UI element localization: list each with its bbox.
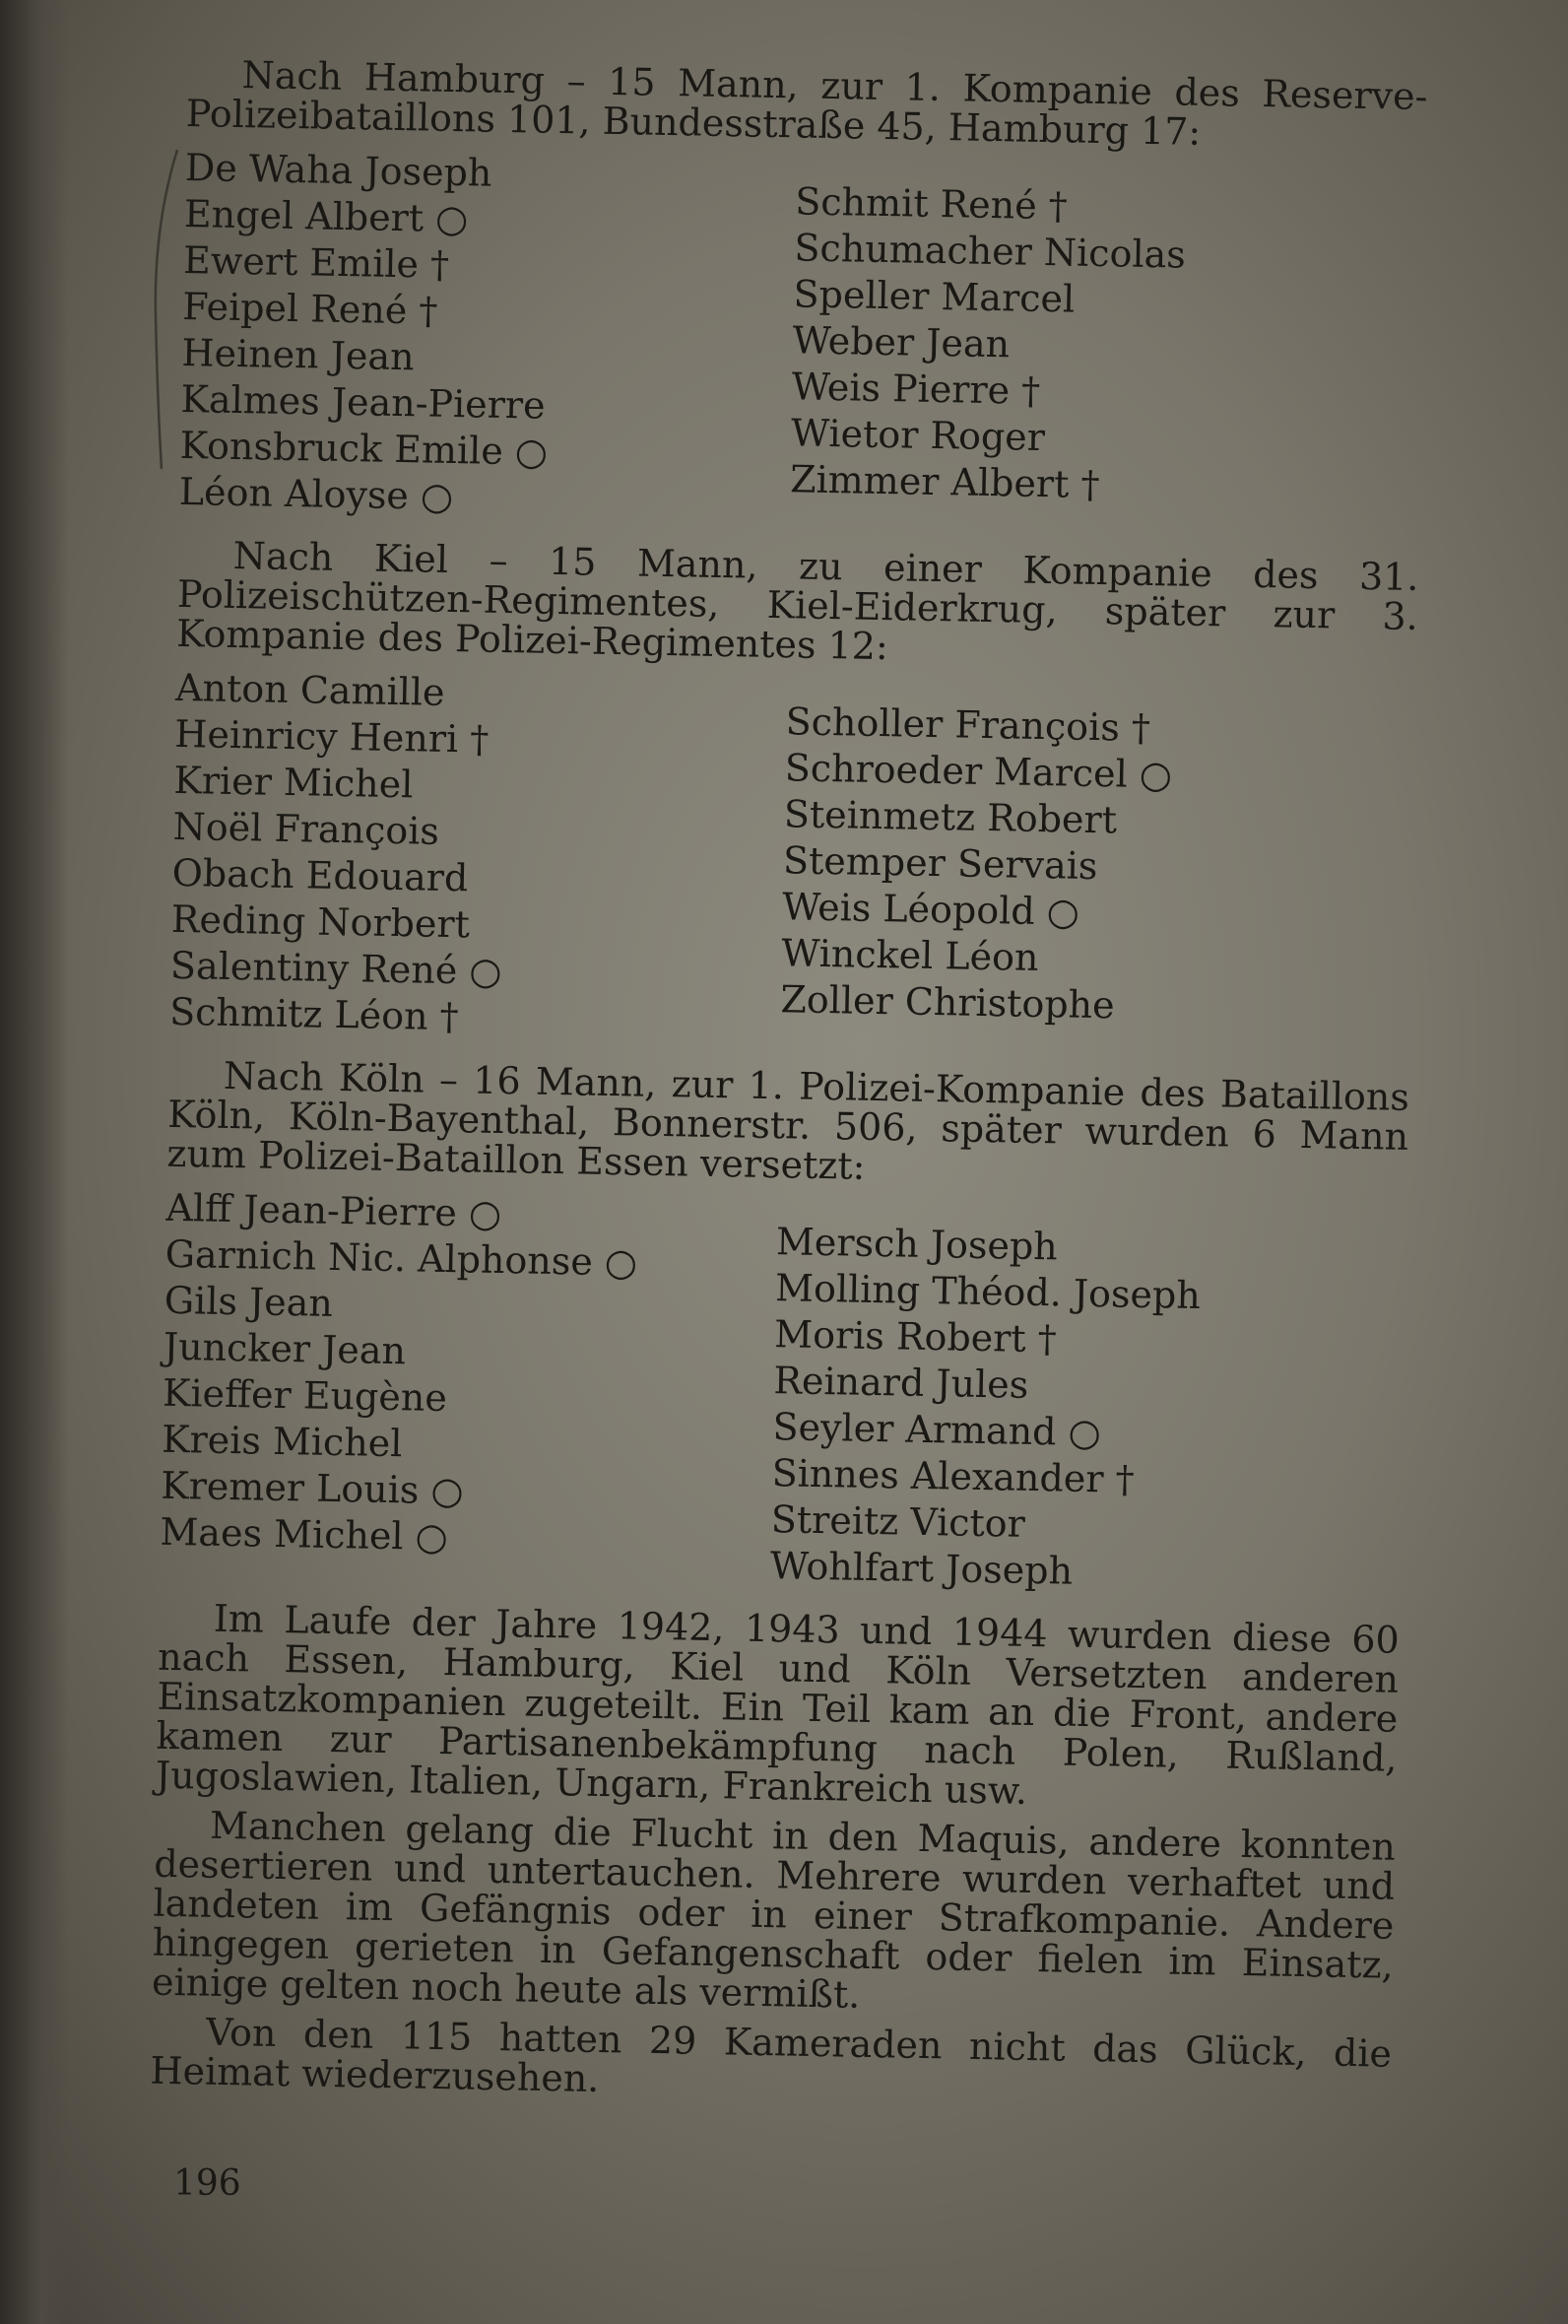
name-entry: Moris Robert † bbox=[773, 1312, 1058, 1361]
closing-paragraph-3: Von den 115 hatten 29 Kameraden nicht das Glück, die Heimat wiederzusehen. bbox=[150, 2010, 1393, 2101]
name-entry: Maes Michel ○ bbox=[160, 1509, 449, 1560]
name-entry: Kremer Louis ○ bbox=[160, 1463, 465, 1513]
koeln-intro: Nach Köln – 16 Mann, zur 1. Polizei-Kompanie des Bataillons Köln, Köln-Bayenthal, Bonnerstr. 506, später wurden 6 Mann zum Polizei-Bataillon Essen versetzt: bbox=[166, 1053, 1410, 1188]
name-entry: Scholler François † bbox=[785, 699, 1151, 751]
koeln-names-left bbox=[160, 1185, 777, 1589]
name-entry: Weis Pierre † bbox=[791, 365, 1041, 413]
name-entry: Zoller Christophe bbox=[780, 977, 1115, 1028]
name-entry: Léon Aloyse ○ bbox=[178, 469, 454, 519]
name-entry: Kieffer Eugène bbox=[162, 1370, 448, 1421]
kiel-names-right bbox=[780, 676, 1398, 1057]
kiel-names bbox=[169, 665, 1417, 1058]
name-entry: Kalmes Jean-Pierre bbox=[180, 376, 546, 428]
name-entry: Salentiny René ○ bbox=[169, 943, 502, 994]
closing-paragraph-2: Manchen gelang die Flucht in den Maquis, andere konnten desertieren und untertauchen. Mehrere wurden verhaftet und landeten im Gefängnis oder in einer Strafkompanie. Andere hingegen gerieten in Gefangenschaft oder fielen im Einsatz, einige gelten noch heute als vermißt. bbox=[151, 1803, 1397, 2017]
name-entry: Weis Léopold ○ bbox=[781, 885, 1080, 934]
name-entry: Noël François bbox=[172, 804, 440, 853]
name-entry: Stemper Servais bbox=[782, 838, 1098, 889]
name-entry: Sinnes Alexander † bbox=[771, 1451, 1135, 1501]
name-entry: Juncker Jean bbox=[163, 1324, 407, 1373]
name-entry: Engel Albert ○ bbox=[183, 191, 469, 241]
name-entry: De Waha Joseph bbox=[184, 145, 492, 195]
name-entry: Mersch Joseph bbox=[775, 1220, 1059, 1269]
name-entry: Ewert Emile † bbox=[182, 237, 450, 287]
name-entry: Molling Théod. Joseph bbox=[774, 1266, 1202, 1318]
name-entry: Heinen Jean bbox=[181, 330, 415, 379]
name-entry: Krier Michel bbox=[173, 758, 414, 807]
name-entry: Steinmetz Robert bbox=[783, 792, 1118, 842]
name-entry: Feipel René † bbox=[181, 284, 438, 333]
hamburg-names bbox=[178, 145, 1426, 538]
closing-paragraph-1: Im Laufe der Jahre 1942, 1943 und 1944 wurden diese 60 nach Essen, Hamburg, Kiel und Köln Versetzten anderen Einsatzkompanien zugeteilt. Ein Teil kam an die Front, andere kamen zur Partisanenbekämpfung nach Polen, Rußland, Jugoslawien, Italien, Ungarn, Frankreich usw. bbox=[155, 1596, 1401, 1813]
name-entry: Wohlfart Joseph bbox=[769, 1544, 1074, 1593]
koeln-names bbox=[160, 1185, 1407, 1601]
name-entry: Alff Jean-Pierre ○ bbox=[165, 1185, 502, 1236]
name-entry: Reding Norbert bbox=[170, 896, 471, 947]
kiel-intro: Nach Kiel – 15 Mann, zu einer Kompanie des 31. Polizeischützen-Regimentes, Kiel-Eiderkrug, später zur 3. Kompanie des Polizei-Regimentes 12: bbox=[175, 533, 1419, 669]
kiel-names-left bbox=[169, 665, 787, 1046]
name-entry: Speller Marcel bbox=[793, 272, 1076, 321]
name-entry: Konsbruck Emile ○ bbox=[179, 423, 549, 474]
name-entry: Anton Camille bbox=[174, 665, 445, 714]
name-entry: Weber Jean bbox=[792, 318, 1011, 366]
name-entry: Schmit René † bbox=[794, 179, 1069, 229]
page-content bbox=[150, 54, 1428, 2113]
name-entry: Schumacher Nicolas bbox=[794, 226, 1187, 277]
koeln-names-right bbox=[770, 1196, 1388, 1600]
name-entry: Winckel Léon bbox=[780, 931, 1039, 979]
name-entry: Obach Edouard bbox=[171, 850, 469, 900]
name-entry: Seyler Armand ○ bbox=[772, 1405, 1102, 1455]
name-entry: Garnich Nic. Alphonse ○ bbox=[164, 1231, 638, 1285]
name-entry: Reinard Jules bbox=[773, 1359, 1029, 1407]
name-entry: Schroeder Marcel ○ bbox=[784, 746, 1173, 797]
name-entry: Schmitz Léon † bbox=[168, 989, 460, 1039]
name-entry: Gils Jean bbox=[163, 1278, 334, 1325]
page-number: 196 bbox=[173, 2163, 241, 2204]
page-edge-shadow bbox=[0, 0, 69, 2324]
name-entry: Wietor Roger bbox=[790, 411, 1046, 460]
hamburg-intro: Nach Hamburg – 15 Mann, zur 1. Kompanie des Reserve-Polizeibataillons 101, Bundesstraße 45, Hamburg 17: bbox=[185, 53, 1428, 154]
name-entry: Heinricy Henri † bbox=[173, 711, 490, 762]
hamburg-names-left bbox=[178, 145, 796, 526]
name-entry: Kreis Michel bbox=[161, 1417, 403, 1466]
name-entry: Zimmer Albert † bbox=[789, 457, 1100, 507]
name-entry: Streitz Victor bbox=[770, 1497, 1026, 1546]
hamburg-names-right bbox=[789, 156, 1406, 537]
